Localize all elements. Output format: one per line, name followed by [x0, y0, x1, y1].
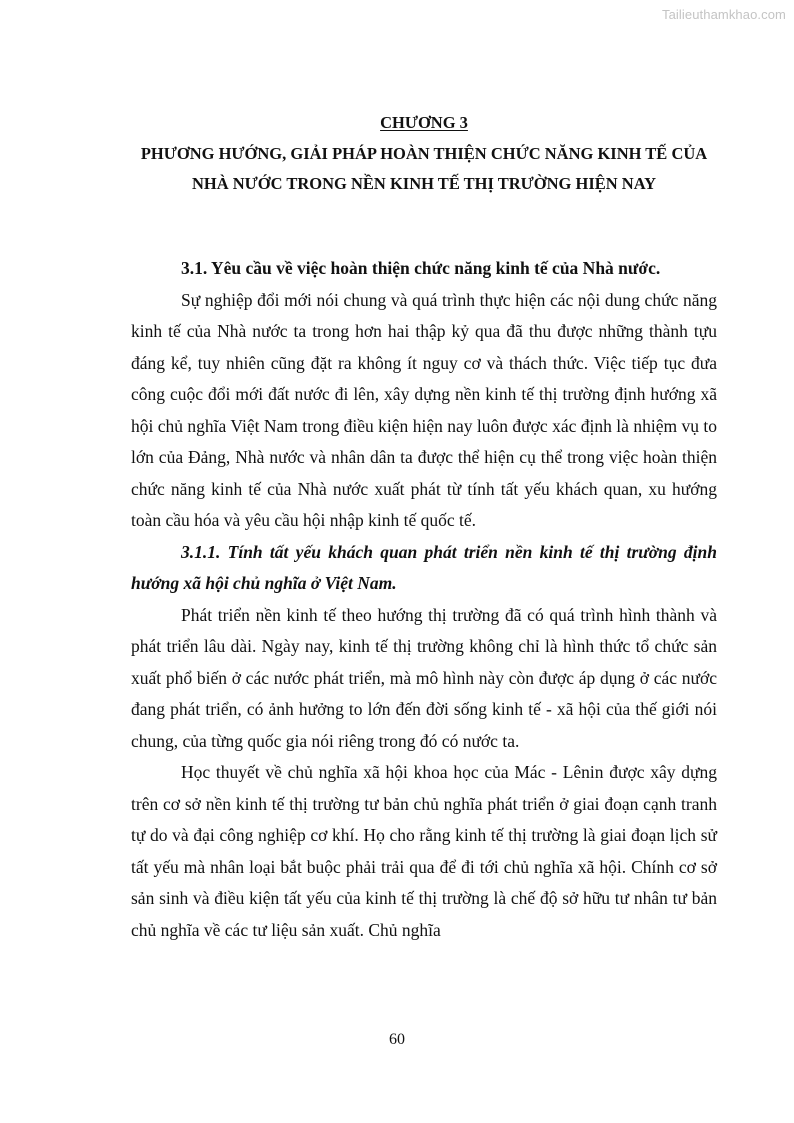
document-page	[131, 112, 717, 946]
section-heading: 3.1. Yêu cầu về việc hoàn thiện chức năng kinh tế của Nhà nước.	[181, 258, 661, 278]
chapter-label: CHƯƠNG 3	[380, 113, 468, 132]
body-paragraph: Phát triển nền kinh tế theo hướng thị trường đã có quá trình hình thành và phát triển lâu dài. Ngày nay, kinh tế thị trường không chỉ là hình thức tổ chức sản xuất phổ biến ở các nước phát triển, mà mô hình này còn được áp dụng ở các nước đang phát triển, có ảnh hưởng to lớn đến đời sống kinh tế - xã hội của thế giới nói chung, của từng quốc gia nói riêng trong đó có nước ta.	[131, 604, 717, 751]
subsection-heading: 3.1.1. Tính tất yếu khách quan phát triển nền kinh tế thị trường định hướng xã hội chủ nghĩa ở Việt Nam.	[131, 541, 717, 593]
body-paragraph: Học thuyết về chủ nghĩa xã hội khoa học của Mác - Lênin được xây dựng trên cơ sở nền kinh tế thị trường tư bản chủ nghĩa phát triển ở giai đoạn cạnh tranh tự do và đại công nghiệp cơ khí. Họ cho rằng kinh tế thị trường là giai đoạn lịch sử tất yếu mà nhân loại bắt buộc phải trải qua để đi tới chủ nghĩa xã hội. Chính cơ sở sản sinh và điều kiện tất yếu của kinh tế thị trường là chế độ sở hữu tư nhân tư bản chủ nghĩa về các tư liệu sản xuất. Chủ nghĩa	[131, 762, 717, 940]
page-number: 60	[389, 1031, 405, 1048]
watermark-text: Tailieuthamkhao.com	[661, 7, 786, 22]
chapter-title: PHƯƠNG HƯỚNG, GIẢI PHÁP HOÀN THIỆN CHỨC NĂNG KINH TẾ CỦA NHÀ NƯỚC TRONG NỀN KINH TẾ THỊ TRƯỜNG HIỆN NAY	[140, 144, 708, 193]
section-paragraph: Sự nghiệp đổi mới nói chung và quá trình thực hiện các nội dung chức năng kinh tế của Nhà nước ta trong hơn hai thập kỷ qua đã thu được những thành tựu đáng kể, tuy nhiên cũng đặt ra không ít nguy cơ và thách thức. Việc tiếp tục đưa công cuộc đổi mới đất nước đi lên, xây dựng nền kinh tế thị trường định hướng xã hội chủ nghĩa Việt Nam trong điều kiện hiện nay luôn được xác định là nhiệm vụ to lớn của Đảng, Nhà nước và nhân dân ta được thể hiện cụ thể trong việc hoàn thiện chức năng kinh tế của Nhà nước xuất phát từ tính tất yếu khách quan, xu hướng toàn cầu hóa và yêu cầu hội nhập kinh tế quốc tế.	[131, 289, 717, 530]
